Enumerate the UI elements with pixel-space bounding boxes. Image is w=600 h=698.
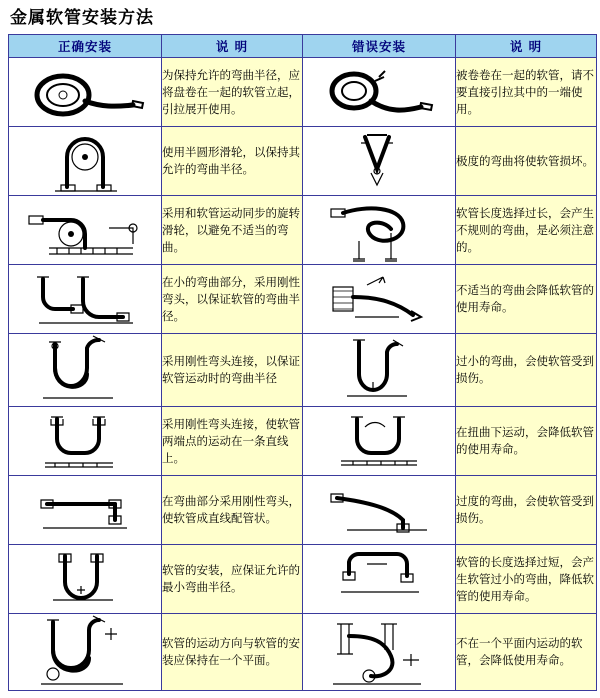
description-correct: 采用刚性弯头连接，以保证软管运动时的弯曲半径 bbox=[162, 334, 303, 407]
page-title: 金属软管安装方法 bbox=[10, 8, 154, 28]
description-wrong: 过小的弯曲，会使软管受到损伤。 bbox=[456, 334, 597, 407]
description-wrong: 软管的长度选择过短，会产生软管过小的弯曲，降低软管的使用寿命。 bbox=[456, 545, 597, 614]
description-correct: 为保持允许的弯曲半径，应将盘卷在一起的软管立起，引拉展开使用。 bbox=[162, 58, 303, 127]
figure-too-small-bend-radius bbox=[303, 334, 456, 407]
description-correct: 采用和软管运动同步的旋转滑轮，以避免不适当的弯曲。 bbox=[162, 196, 303, 265]
description-wrong: 不在一个平面内运动的软管，会降低使用寿命。 bbox=[456, 614, 597, 691]
figure-coiled-hose-pulled-one-end bbox=[303, 58, 456, 127]
table-body bbox=[9, 58, 597, 691]
figure-hose-too-long-small-bend bbox=[303, 545, 456, 614]
figure-hose-too-long-irregular-bend bbox=[303, 196, 456, 265]
description-correct: 在小的弯曲部分，采用刚性弯头，以保证软管的弯曲半径。 bbox=[162, 265, 303, 334]
table-header bbox=[9, 35, 597, 58]
description-wrong: 不适当的弯曲会降低软管的使用寿命。 bbox=[456, 265, 597, 334]
header-correct-description: 说 明 bbox=[162, 35, 303, 58]
figure-excessive-bend-damage bbox=[303, 476, 456, 545]
table-row bbox=[9, 334, 597, 407]
figure-rigid-elbow-straight-piping bbox=[9, 476, 162, 545]
table-row bbox=[9, 476, 597, 545]
figure-hose-twisting-motion bbox=[303, 407, 456, 476]
table-row bbox=[9, 127, 597, 196]
description-correct: 软管的运动方向与软管的安装应保持在一个平面。 bbox=[162, 614, 303, 691]
table-row bbox=[9, 545, 597, 614]
description-correct: 使用半圆形滑轮，以保持其允许的弯曲半径。 bbox=[162, 127, 303, 196]
header-wrong-description: 说 明 bbox=[456, 35, 597, 58]
figure-motion-direction-same-plane bbox=[9, 614, 162, 691]
table-row bbox=[9, 58, 597, 127]
description-wrong: 极度的弯曲将使软管损坏。 bbox=[456, 127, 597, 196]
header-correct-installation: 正确安装 bbox=[9, 35, 162, 58]
figure-rigid-elbow-connection-u-bend bbox=[9, 334, 162, 407]
hose-installation-table bbox=[8, 34, 597, 691]
description-correct: 软管的安装，应保证允许的最小弯曲半径。 bbox=[162, 545, 303, 614]
description-correct: 采用刚性弯头连接，使软管两端点的运动在一条直线上。 bbox=[162, 407, 303, 476]
table-row bbox=[9, 196, 597, 265]
description-wrong: 被卷卷在一起的软管，请不要直接引拉其中的一端使用。 bbox=[456, 58, 597, 127]
figure-hose-sharp-v-bend bbox=[303, 127, 456, 196]
description-correct: 在弯曲部分采用刚性弯头，使软管成直线配管状。 bbox=[162, 476, 303, 545]
figure-coiled-hose-standing-roll bbox=[9, 58, 162, 127]
figure-hose-with-synchronized-rotating-pulley bbox=[9, 196, 162, 265]
description-wrong: 软管长度选择过长，会产生不规则的弯曲，是必须注意的。 bbox=[456, 196, 597, 265]
table-header-row bbox=[9, 35, 597, 58]
table-row bbox=[9, 614, 597, 691]
figure-motion-out-of-plane bbox=[303, 614, 456, 691]
figure-rigid-elbow-ends-straight-line bbox=[9, 407, 162, 476]
table-row bbox=[9, 265, 597, 334]
table-row bbox=[9, 407, 597, 476]
description-wrong: 在扭曲下运动，会降低软管的使用寿命。 bbox=[456, 407, 597, 476]
figure-minimum-bend-radius-install bbox=[9, 545, 162, 614]
header-wrong-installation: 错误安装 bbox=[303, 35, 456, 58]
figure-rigid-elbow-at-small-bend bbox=[9, 265, 162, 334]
figure-improper-bend-reduces-life bbox=[303, 265, 456, 334]
description-wrong: 过度的弯曲，会使软管受到损伤。 bbox=[456, 476, 597, 545]
figure-hose-over-semicircular-sheave bbox=[9, 127, 162, 196]
